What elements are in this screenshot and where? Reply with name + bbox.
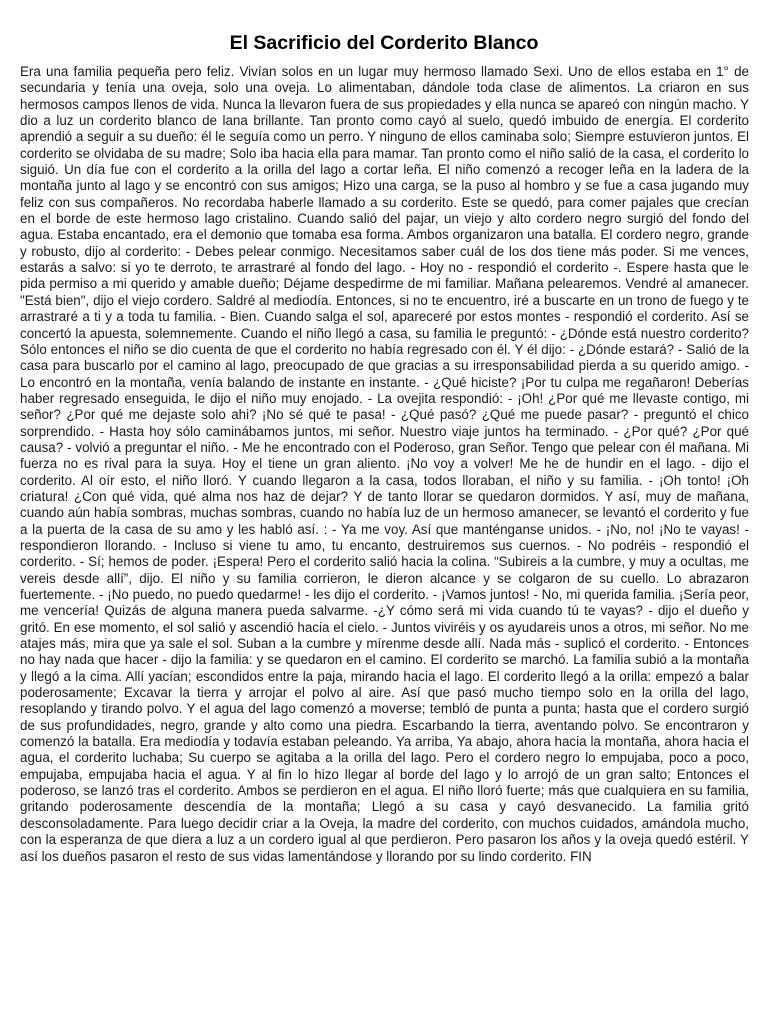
story-body-text: Era una familia pequeña pero feliz. Vivían solos en un lugar muy hermoso llamado Sexi. Uno de ellos estaba en 1° de secundaria y tenía una oveja, solo una oveja. Lo alimentaban, dándole toda clase de alimentos. La criaron en sus hermosos campos llenos de vida. Nunca la llevaron fuera de sus propiedades y ella nunca se apareó con ningún macho. Y dio a luz un corderito blanco de lana brillante. Tan pronto como cayó al suelo, quedó imbuido de energía. El corderito aprendió a seguir a su dueño: él le seguía como un perro. Y ninguno de ellos caminaba solo; Siempre estuvieron juntos. El corderito se olvidaba de su madre; Solo iba hacia ella para mamar. Tan pronto como el niño salió de la casa, el corderito lo siguió. Un día fue con el corderito a la orilla del lago a cortar leña. El niño comenzó a recoger leña en la ladera de la montaña junto al lago y se encontró con sus amigos; Hizo una carga, se la puso al hombro y se fue a casa jugando muy feliz con sus compañeros. No recordaba haberle llamado a su corderito. Este se quedó, para comer pajales que crecían en el borde de este hermoso lago cristalino. Cuando salió del pajar, un viejo y alto cordero negro surgió del fondo del agua. Estaba encantado, era el demonio que tomaba esa forma. Ambos organizaron una batalla. El cordero negro, grande y robusto, dijo al corderito: - Debes pelear conmigo. Necesitamos saber cuál de los dos tiene más poder. Si me vences, estarás a salvo: si yo te derroto, te arrastraré al fondo del lago. - Hoy no - respondió el corderito -. Espere hasta que le pida permiso a mi querido y amable dueño; Déjame despedirme de mi familiar. Mañana pelearemos. Vendré al amanecer. "Está bien", dijo el viejo cordero. Saldré al mediodía. Entonces, si no te encuentro, iré a buscarte en un trono de fuego y te arrastraré a ti y a toda tu familia. - Bien. Cuando salga el sol, apareceré por estos montes - respondió el corderito. Así se concertó la apuesta, solemnemente. Cuando el niño llegó a casa, su familia le preguntó: - ¿Dónde está nuestro corderito? Sólo entonces el niño se dio cuenta de que el corderito no había regresado con él. Y él dijo: - ¿Dónde estará? - Salió de la casa para buscarlo por el camino al lago, preocupado de que gracias a su irresponsabilidad pierda a su querido amigo. - Lo encontró en la montaña, venía balando de instante en instante. - ¿Qué hiciste? ¡Por tu culpa me regañaron! Deberías haber regresado enseguida, le dijo el niño muy enojado. - La ovejita respondió: - ¡Oh! ¿Por qué me llevaste contigo, mi señor? ¿Por qué me dejaste solo ahi? ¡No sé qué te pasa! - ¿Qué pasó? ¿Qué me puede pasar? - preguntó el chico sorprendido. - Hasta hoy sólo caminábamos juntos, mi señor. Nuestro viaje juntos ha terminado. - ¿Por qué? ¿Por qué causa? - volvió a preguntar el niño. - Me he encontrado con el Poderoso, gran Señor. Tengo que pelear con él mañana. Mi fuerza no es rival para la suya. Hoy el tiene un gran aliento. ¡No voy a volver! Me he de hundir en el lago. - dijo el corderito. Al oír esto, el niño lloró. Y cuando llegaron a la casa, todos lloraban, el niño y su familia. - ¡Oh tonto! ¡Oh criatura! ¿Con qué vida, qué alma nos haz de dejar? Y de tanto llorar se quedaron dormidos. Y así, muy de mañana, cuando aún había sombras, muchas sombras, cuando no había luz de un hermoso amanecer, se levantó el corderito y fue a la puerta de la casa de su amo y les habló así. : - Ya me voy. Así que manténganse unidos. - ¡No, no! ¡No te vayas! - respondieron llorando. - Incluso si viene tu amo, tu encanto, destruiremos sus cuernos. - No podréis - respondió el corderito. - Sí; hemos de poder. ¡Espera! Pero el corderito salió hacia la colina. “Subireis a la cumbre, y muy a ocultas, me vereis desde allí”, dijo. El niño y su familia corrieron, le dieron alcance y se colgaron de su cuello. Lo abrazaron fuertemente. - ¡No puedo, no puedo quedarme! - les dijo el corderito. - ¡Vamos juntos! - No, mi querida familia. ¡Sería peor, me vencería! Quizás de alguna manera pueda salvarme. -¿Y cómo será mi vida cuando tú te vayas? - dijo el dueño y gritó. En ese momento, el sol salió y ascendió hacia el cielo. - Juntos viviréis y os ayudareis unos a otros, mi señor. No me atajes más, mira que ya sale el sol. Suban a la cumbre y mírenme desde allí. Nada más - suplicó el corderito. - Entonces no hay nada que hacer - dijo la familia: y se quedaron en el camino. El corderito se marchó. La familia subió a la montaña y llegó a la cima. Allí yacían; escondidos entre la paja, mirando hacia el lago. El corderito llegó a la orilla: empezó a balar poderosamente; Excavar la tierra y arrojar el polvo al aire. Así que pasó mucho tiempo solo en la orilla del lago, resoplando y tirando polvo. Y el agua del lago comenzó a moverse; tembló de punta a punta; hasta que el cordero surgió de sus profundidades, negro, grande y alto como una piedra. Escarbando la tierra, aventando polvo. Se encontraron y comenzó la batalla. Era mediodía y todavía estaban peleando. Ya arriba, Ya abajo, ahora hacia la montaña, ahora hacia el agua, el corderito luchaba; Su cuerpo se agitaba a la orilla del lago. Pero el cordero negro lo empujaba, poco a poco, empujaba, empujaba hacia el agua. Y al fin lo hizo llegar al borde del lago y lo arrojó de un gran salto; Entonces el poderoso, se lanzó tras el corderito. Ambos se perdieron en el agua. El niño lloró fuerte; más que cualquiera en su familia, gritando poderosamente descendía de la montaña; Llegó a su casa y cayó desvanecido. La familia gritó desconsoladamente. Para luego decidir criar a la Oveja, la madre del corderito, con muchos cuidados, amándola mucho, con la esperanza de que diera a luz a un cordero igual al que perdieron. Pero pasaron los años y la oveja quedó estéril. Y así los dueños pasaron el resto de sus vidas lamentándose y llorando por su lindo corderito. FIN xyxy=(20,64,749,864)
document-title: El Sacrificio del Corderito Blanco xyxy=(229,32,539,54)
